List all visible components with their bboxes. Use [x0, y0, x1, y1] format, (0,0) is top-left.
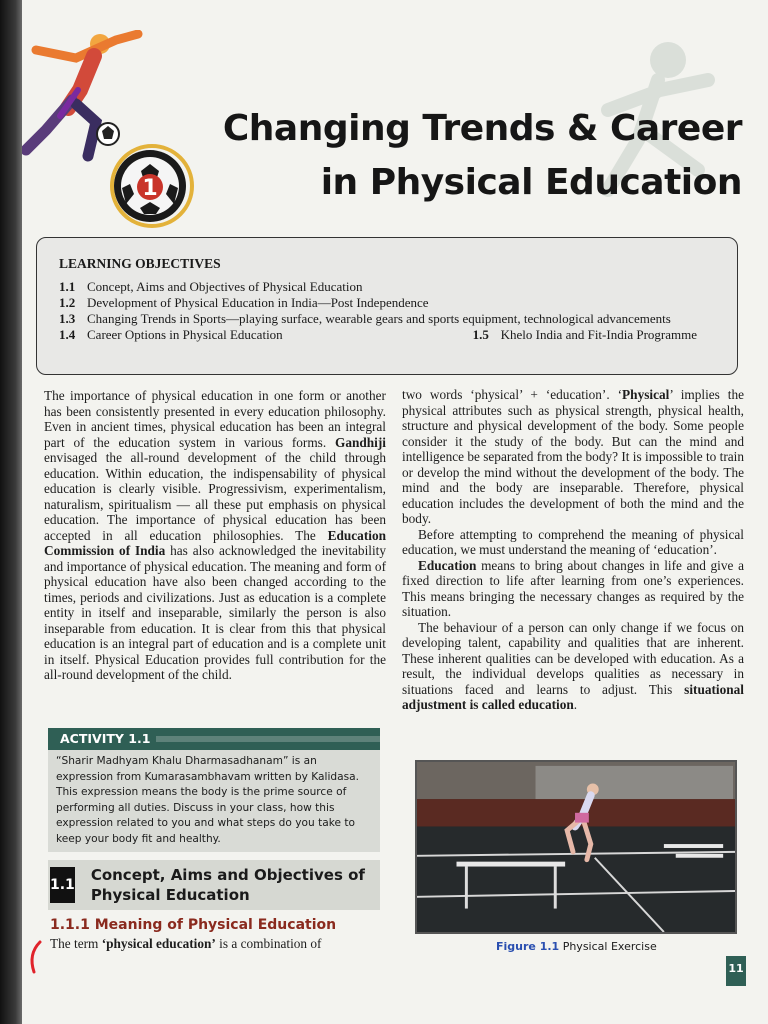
hurdle-photo	[415, 760, 737, 934]
intro-paragraph: The importance of physical education in one form or another has been consistently presented in every education philosophy. Even in ancient times, physical education has been an integral part of the education system in various forms. Gandhiji envisaged the all-round development of the child through education. Within education, the indispensability of physical education is clearly visible. Progressivism, experimentalism, naturalism, spiritualism — all these put emphasis on physical education. The importance of physical education has been accepted in all education philosophies. The Education Commission of India has also acknowledged the inevitability and importance of physical education. The meaning and form of physical education have also been changed according to the times, periods and civilizations. Just as education is a complete entity in itself and inseparable, similarly the person is also inseparable from education. It is clear from this that physical education is an integral part of education and is a complete unit in itself. Physical Education provides full contribution for the all-round development of the child.	[44, 388, 386, 682]
book-spine	[0, 0, 22, 1024]
chapter-title	[223, 102, 742, 210]
objective-item-row	[59, 327, 721, 343]
objective-item	[59, 311, 721, 327]
objective-number: 1.1	[59, 279, 76, 294]
objective-number: 1.4	[59, 327, 76, 342]
objective-number: 1.2	[59, 295, 76, 310]
left-text-column	[44, 388, 386, 683]
objective-item	[59, 279, 721, 295]
subsection-heading: 1.1.1 Meaning of Physical Education	[50, 917, 337, 933]
textbook-page	[22, 0, 768, 1024]
chapter-ball-badge	[104, 144, 212, 228]
paragraph-start: The term ‘physical education’ is a combination of	[50, 936, 322, 951]
chapter-title-line-1: Changing Trends & Career	[222, 108, 742, 149]
objectives-heading: LEARNING OBJECTIVES	[59, 256, 221, 271]
objective-number: 1.3	[59, 311, 76, 326]
pen-mark	[26, 938, 44, 978]
activity-label: ACTIVITY 1.1	[48, 728, 380, 750]
objective-text: Concept, Aims and Objectives of Physical Education	[87, 279, 363, 294]
chapter-number: 1	[142, 176, 158, 201]
chapter-title-line-2: in Physical Education	[320, 162, 742, 203]
paragraph: The behaviour of a person can only change if we focus on developing talent, capability and qualities that are inherent. These inherent qualities can be developed with education. As a result, the individual develops qualities as necessary in situations faced and learns to adjust. This situational adjustment is called education.	[402, 619, 744, 712]
objective-text: Career Options in Physical Education	[87, 327, 283, 342]
paragraph: Education means to bring about changes in life and give a fixed direction to life after learning from one’s experiences. This means bringing the necessary changes as required by the situation.	[402, 557, 744, 619]
section-title: Concept, Aims and Objectives of Physical Education	[90, 866, 365, 904]
paragraph: Before attempting to comprehend the meaning of physical education, we must understand the meaning of ‘education’.	[402, 526, 744, 557]
learning-objectives-box	[36, 237, 738, 375]
objective-text: Development of Physical Education in India—Post Independence	[87, 295, 429, 310]
activity-box	[48, 728, 380, 852]
section-heading	[48, 860, 380, 910]
activity-text: “Sharir Madhyam Khalu Dharmasadhanam” is an expression from Kumarasambhavam written by Kalidasa. This expression means the body is the prime source of performing all duties. Discuss in your class, how this expression related to you and what steps do you take to keep your body fit and healthy.	[56, 755, 359, 845]
page-number: 11	[726, 956, 746, 986]
objective-text: Khelo India and Fit-India Programme	[500, 327, 697, 342]
objective-item	[59, 295, 721, 311]
figure-caption: Figure 1.1 Physical Exercise	[496, 940, 657, 953]
objective-text: Changing Trends in Sports—playing surface, wearable gears and sports equipment, technological advancements	[87, 311, 671, 326]
section-number: 1.1	[50, 867, 75, 903]
paragraph: two words ‘physical’ + ‘education’. ‘Physical’ implies the physical attributes such as physical strength, physical health, structure and physical development of the body. Some people consider it the study of the body. But can the mind and intelligence be separated from the body? It is impossible to train or develop the mind without the development of the body. The mind and the body are inseparable. Therefore, physical education includes the development of both the mind and the body.	[402, 387, 745, 526]
objective-number: 1.5	[472, 327, 489, 342]
right-text-column	[402, 387, 744, 713]
